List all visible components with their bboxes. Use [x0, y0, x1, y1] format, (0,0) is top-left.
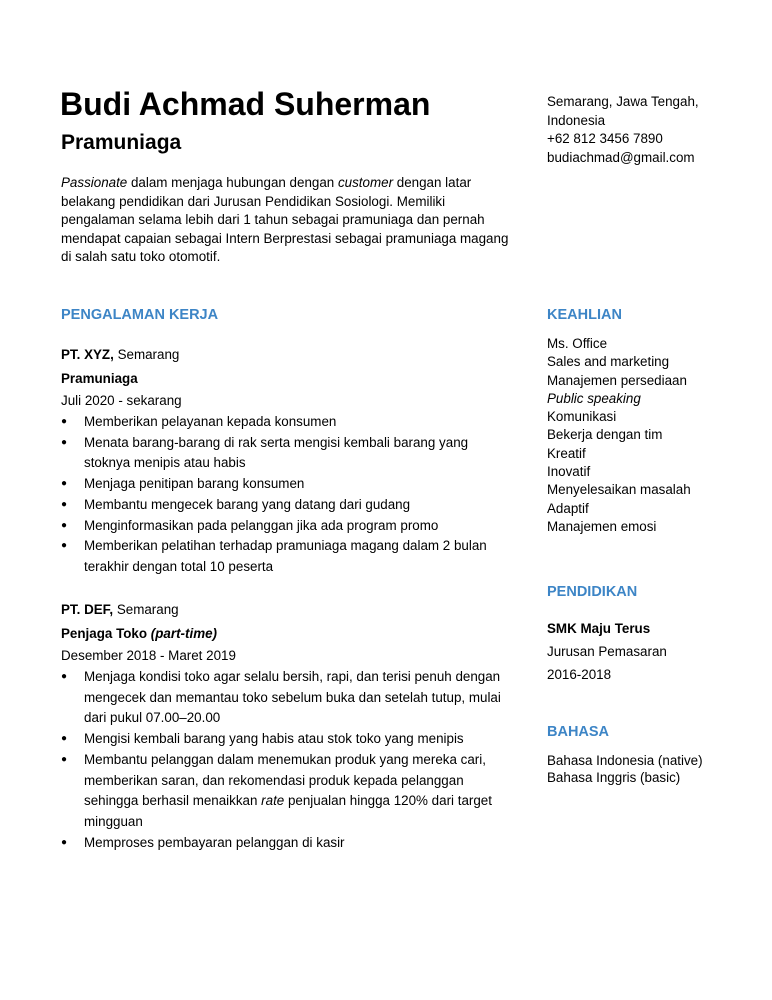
duty-emphasis-rate: rate [261, 793, 285, 809]
contact-address-line-2: Indonesia [547, 112, 606, 128]
bullet-icon: ● [61, 416, 68, 427]
list-item [61, 750, 511, 833]
job-entry-xyz [61, 346, 511, 578]
job-position-line [61, 625, 511, 643]
list-item [61, 495, 511, 516]
skill-item: Menyelesaikan masalah [547, 482, 691, 498]
summary-text-2: dengan latar belakang pendidikan dari Jurusan Pendidikan Sosiologi. Memiliki pengalaman selama lebih dari 1 tahun sebagai pramuniaga dan pernah mendapat capaian sebagai Intern Berprestasi sebagai pramuniaga magang di salah satu toko otomotif. [61, 175, 509, 264]
duty-text [84, 752, 492, 829]
summary-text-1: dalam menjaga hubungan dengan [127, 175, 338, 190]
education-years: 2016-2018 [547, 667, 612, 682]
contact-email: budiachmad@gmail.com [547, 149, 695, 165]
profile-summary [61, 174, 511, 267]
skills-list [547, 335, 691, 536]
contact-address-line-1: Semarang, Jawa Tengah, [547, 94, 699, 109]
job-period: Desember 2018 - Maret 2019 [61, 648, 236, 663]
skill-item: Inovatif [547, 464, 591, 480]
section-title-skills: KEAHLIAN [547, 307, 622, 323]
duty-text: Memberikan pelayanan kepada konsumen [84, 414, 337, 429]
section-title-languages: BAHASA [547, 724, 610, 740]
summary-emphasis-customer: customer [337, 175, 394, 190]
job-position: Pramuniaga [61, 371, 138, 386]
bullet-icon: ● [61, 478, 68, 490]
list-item [61, 536, 511, 577]
job-company: PT. XYZ, [61, 347, 114, 362]
bullet-icon: ● [61, 540, 68, 552]
list-item [61, 833, 511, 854]
job-location: Semarang [113, 347, 180, 362]
contact-phone: +62 812 3456 7890 [547, 131, 663, 146]
skill-item: Adaptif [547, 500, 589, 516]
education-entry [547, 620, 667, 684]
language-item: Bahasa Inggris (basic) [547, 769, 681, 785]
education-major: Jurusan Pemasaran [547, 644, 667, 659]
duty-text: Membantu mengecek barang yang datang dari gudang [84, 496, 411, 512]
candidate-name: Budi Achmad Suherman [60, 86, 431, 122]
skill-item: Sales and marketing [547, 354, 670, 370]
bullet-icon: ● [61, 436, 68, 448]
skill-item: Ms. Office [547, 336, 608, 351]
skill-item: Bekerja dengan tim [547, 427, 663, 443]
job-entry-def [61, 601, 511, 853]
job-duties-list [61, 412, 511, 578]
list-item [61, 433, 511, 474]
bullet-icon: ● [61, 733, 68, 745]
bullet-icon: ● [61, 753, 68, 765]
duty-text: Menginformasikan pada pelanggan jika ada program promo [84, 517, 439, 533]
list-item [61, 412, 511, 433]
job-position-note: (part-time) [150, 626, 218, 641]
list-item [61, 667, 511, 729]
skill-item: Manajemen emosi [547, 518, 657, 534]
section-title-experience: PENGALAMAN KERJA [61, 307, 219, 323]
duty-text: Menjaga kondisi toko agar selalu bersih, rapi, dan terisi penuh dengan mengecek dan memantau toko sebelum buka dan setelah tutup, mulai dari pukul 07.00–20.00 [84, 669, 501, 726]
duty-text: Mengisi kembali barang yang habis atau stok toko yang menipis [84, 731, 464, 747]
job-period: Juli 2020 - sekarang [61, 393, 182, 408]
bullet-icon: ● [61, 836, 68, 848]
list-item [61, 474, 511, 495]
bullet-icon: ● [61, 519, 68, 531]
language-item: Bahasa Indonesia (native) [547, 753, 703, 768]
bullet-icon: ● [61, 498, 68, 510]
job-location: Semarang [113, 602, 179, 617]
list-item [61, 729, 511, 750]
skill-item: Kreatif [547, 445, 586, 461]
candidate-role: Pramuniaga [61, 131, 182, 154]
list-item [61, 516, 511, 537]
duty-text: Memproses pembayaran pelanggan di kasir [84, 834, 345, 850]
skill-item: Manajemen persediaan [547, 372, 687, 388]
job-company: PT. DEF, [61, 602, 114, 617]
section-title-education: PENDIDIKAN [547, 584, 638, 600]
skill-item: Komunikasi [547, 409, 617, 425]
duty-text: Menata barang-barang di rak serta mengisi kembali barang yang stoknya menipis atau habis [84, 434, 469, 471]
duty-text-part: Membantu pelanggan dalam menemukan produk yang mereka cari, memberikan saran, dan rekomendasi produk kepada pelanggan sehingga berhasil menaikkan [84, 751, 486, 809]
languages-list [547, 753, 703, 786]
job-position: Penjaga Toko [61, 626, 151, 641]
job-company-line [61, 346, 511, 364]
summary-emphasis-passionate: Passionate [61, 175, 128, 190]
job-company-line [61, 601, 511, 619]
contact-info [547, 93, 747, 167]
skill-item: Public speaking [547, 390, 641, 406]
duty-text-part: penjualan hingga 120% dari target mingguan [84, 793, 492, 829]
duty-text: Memberikan pelatihan terhadap pramuniaga magang dalam 2 bulan terakhir dengan total 10 peserta [84, 538, 487, 574]
duty-text: Menjaga penitipan barang konsumen [84, 476, 305, 492]
education-school: SMK Maju Terus [547, 621, 651, 636]
job-duties-list [61, 667, 511, 853]
bullet-icon: ● [61, 671, 68, 682]
